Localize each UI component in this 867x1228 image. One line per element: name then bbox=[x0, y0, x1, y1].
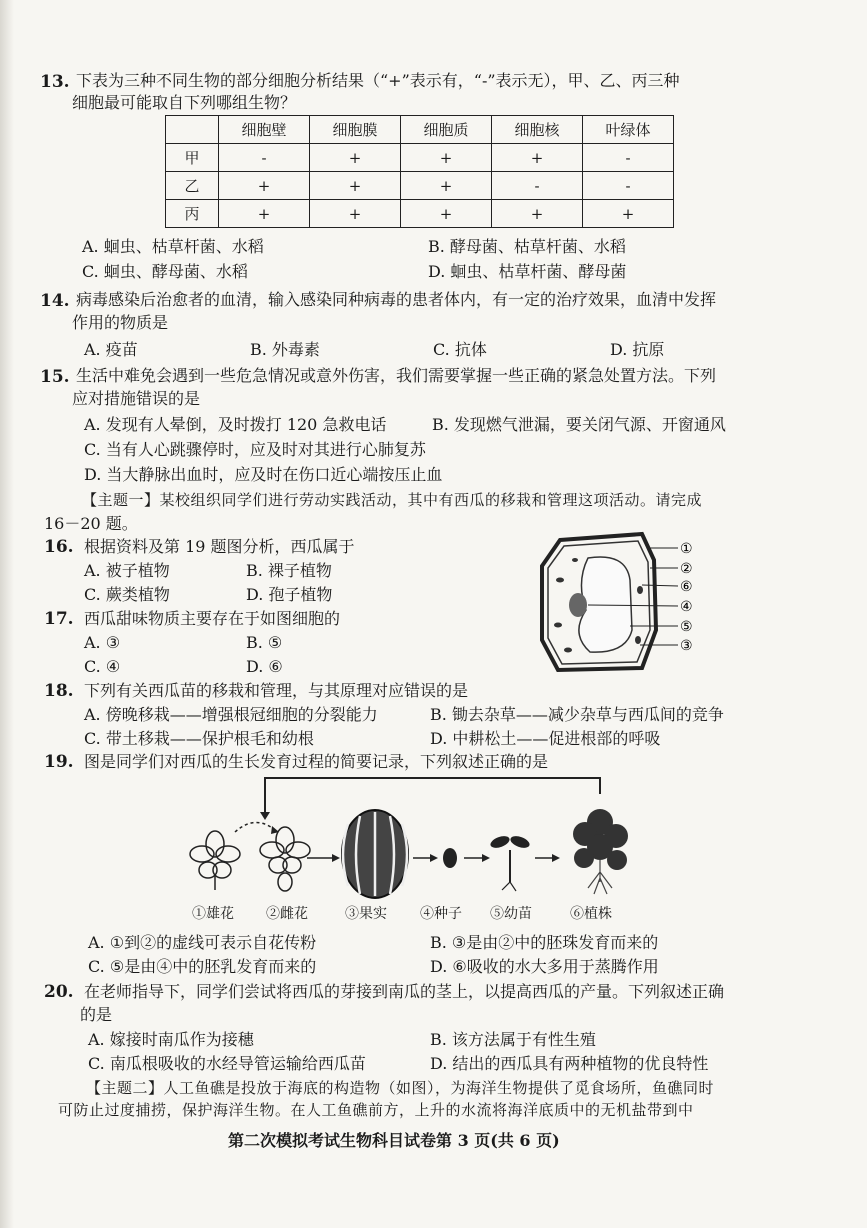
q13-option-a: A. 蛔虫、枯草杆菌、水稻 bbox=[82, 237, 264, 256]
table-cell: 乙 bbox=[166, 172, 219, 200]
cell-label-6: ⑥ bbox=[680, 579, 693, 595]
table-header-cell: 细胞质 bbox=[401, 116, 492, 144]
table-cell: + bbox=[401, 172, 492, 200]
q14-option-d: D. 抗原 bbox=[610, 340, 665, 359]
table-cell: - bbox=[492, 172, 583, 200]
q15-option-b: B. 发现燃气泄漏，要关闭气源、开窗通风 bbox=[432, 415, 726, 434]
q13-stem-line2: 细胞最可能取自下列哪组生物？ bbox=[72, 93, 297, 112]
arrow-head bbox=[552, 854, 560, 862]
chloroplast bbox=[572, 558, 578, 562]
q14-stem-line1: 病毒感染后治愈者的血清，输入感染同种病毒的患者体内，有一定的治疗效果，血清中发挥 bbox=[76, 290, 717, 309]
q19-option-b: B. ③是由②中的胚珠发育而来的 bbox=[430, 933, 659, 952]
q16-stem: 根据资料及第 19 题图分析，西瓜属于 bbox=[84, 537, 355, 556]
arrow-head bbox=[332, 854, 340, 862]
q13-option-b: B. 酵母菌、枯草杆菌、水稻 bbox=[428, 237, 626, 256]
q15-option-c: C. 当有人心跳骤停时，应及时对其进行心肺复苏 bbox=[84, 440, 426, 459]
table-row bbox=[166, 172, 674, 200]
table-cell: + bbox=[492, 200, 583, 228]
q18-option-b: B. 锄去杂草——减少杂草与西瓜间的竞争 bbox=[430, 705, 724, 724]
q14-option-a: A. 疫苗 bbox=[84, 340, 138, 359]
q20-option-c: C. 南瓜根吸收的水经导管运输给西瓜苗 bbox=[88, 1054, 366, 1073]
chloroplast bbox=[635, 636, 641, 644]
cell-label-4: ④ bbox=[680, 599, 693, 615]
chloroplast bbox=[554, 623, 562, 628]
nucleus bbox=[569, 593, 587, 617]
plant-cell-figure bbox=[530, 530, 720, 676]
seed-icon bbox=[443, 848, 457, 868]
q20-number: 20. bbox=[44, 982, 74, 1002]
table-cell: + bbox=[310, 144, 401, 172]
q16-number: 16. bbox=[44, 537, 74, 557]
table-cell: + bbox=[492, 144, 583, 172]
table-cell: + bbox=[401, 200, 492, 228]
q18-option-a: A. 傍晚移栽——增强根冠细胞的分裂能力 bbox=[84, 705, 378, 724]
table-cell: - bbox=[583, 144, 674, 172]
table-header-cell: 细胞膜 bbox=[310, 116, 401, 144]
q14-option-b: B. 外毒素 bbox=[250, 340, 320, 359]
table-header-cell: 细胞核 bbox=[492, 116, 583, 144]
q20-option-d: D. 结出的西瓜具有两种植物的优良特性 bbox=[430, 1054, 709, 1073]
table-cell: + bbox=[401, 144, 492, 172]
table-header-cell: 细胞壁 bbox=[219, 116, 310, 144]
female-flower-icon bbox=[260, 827, 310, 891]
arrow-head bbox=[482, 854, 490, 862]
cell-label-5: ⑤ bbox=[680, 619, 693, 635]
arrow-head bbox=[430, 854, 438, 862]
q17-option-a: A. ③ bbox=[84, 633, 121, 652]
table-row bbox=[166, 144, 674, 172]
topic2-line2: 可防止过度捕捞，保护海洋生物。在人工鱼礁前方，上升的水流将海洋底质中的无机盐带到中 bbox=[58, 1101, 694, 1119]
cell-label-2: ② bbox=[680, 561, 693, 577]
q13-option-c: C. 蛔虫、酵母菌、水稻 bbox=[82, 262, 248, 281]
scan-edge bbox=[0, 0, 14, 1228]
q20-option-a: A. 嫁接时南瓜作为接穗 bbox=[88, 1030, 254, 1049]
watermelon-fruit-icon bbox=[342, 810, 408, 898]
q19-number: 19. bbox=[44, 752, 74, 772]
q20-option-b: B. 该方法属于有性生殖 bbox=[430, 1030, 596, 1049]
chloroplast bbox=[564, 648, 572, 653]
q16-option-d: D. 孢子植物 bbox=[246, 585, 333, 604]
q15-stem-line1: 生活中难免会遇到一些危急情况或意外伤害，我们需要掌握一些正确的紧急处置方法。下列 bbox=[76, 366, 717, 385]
table-cell: - bbox=[583, 172, 674, 200]
q13-number: 13. bbox=[40, 72, 70, 92]
plant-icon bbox=[573, 809, 628, 894]
q17-stem: 西瓜甜味物质主要存在于如图细胞的 bbox=[84, 609, 341, 628]
q18-stem: 下列有关西瓜苗的移栽和管理，与其原理对应错误的是 bbox=[84, 681, 469, 700]
table-cell: + bbox=[583, 200, 674, 228]
q20-stem-line1: 在老师指导下，同学们尝试将西瓜的芽接到南瓜的茎上，以提高西瓜的产量。下列叙述正确 bbox=[84, 982, 725, 1001]
stage-label-male-flower: ①雄花 bbox=[192, 906, 234, 922]
table-cell: + bbox=[219, 200, 310, 228]
stage-label-seed: ④种子 bbox=[420, 906, 462, 922]
chloroplast bbox=[637, 586, 643, 594]
stage-label-fruit: ③果实 bbox=[345, 906, 387, 922]
q14-option-c: C. 抗体 bbox=[433, 340, 487, 359]
q15-stem-line2: 应对措施错误的是 bbox=[72, 389, 201, 408]
q16-option-b: B. 裸子植物 bbox=[246, 561, 332, 580]
q18-option-d: D. 中耕松土——促进根部的呼吸 bbox=[430, 729, 661, 748]
q17-number: 17. bbox=[44, 609, 74, 629]
q16-option-a: A. 被子植物 bbox=[84, 561, 170, 580]
q15-option-a: A. 发现有人晕倒，及时拨打 120 急救电话 bbox=[84, 415, 387, 434]
male-flower-icon bbox=[190, 831, 240, 890]
q19-option-d: D. ⑥吸收的水大多用于蒸腾作用 bbox=[430, 957, 659, 976]
chloroplast bbox=[556, 578, 564, 583]
topic2-line1: 【主题二】人工鱼礁是投放于海底的构造物（如图），为海洋生物提供了觅食场所，鱼礁同时 bbox=[86, 1079, 715, 1097]
table-cell: 丙 bbox=[166, 200, 219, 228]
q15-number: 15. bbox=[40, 367, 70, 387]
q14-number: 14. bbox=[40, 291, 70, 311]
table-cell: + bbox=[219, 172, 310, 200]
table-cell: - bbox=[219, 144, 310, 172]
table-header-cell bbox=[166, 116, 219, 144]
label-line bbox=[642, 585, 678, 586]
table-header-cell: 叶绿体 bbox=[583, 116, 674, 144]
page-footer: 第二次模拟考试生物科目试卷第 3 页(共 6 页) bbox=[228, 1131, 560, 1150]
q14-stem-line2: 作用的物质是 bbox=[72, 313, 169, 332]
cycle-arrow bbox=[265, 778, 600, 812]
stage-label-seedling: ⑤幼苗 bbox=[490, 906, 532, 922]
q17-option-b: B. ⑤ bbox=[246, 633, 283, 652]
cell-analysis-table bbox=[165, 115, 674, 228]
q19-option-a: A. ①到②的虚线可表示自花传粉 bbox=[88, 933, 317, 952]
table-cell: 甲 bbox=[166, 144, 219, 172]
cell-label-3: ③ bbox=[680, 638, 693, 654]
stage-label-plant: ⑥植株 bbox=[570, 906, 612, 922]
q19-option-c: C. ⑤是由④中的胚乳发育而来的 bbox=[88, 957, 317, 976]
q18-option-c: C. 带土移栽——保护根毛和幼根 bbox=[84, 729, 314, 748]
q20-stem-line2: 的是 bbox=[80, 1005, 113, 1024]
table-cell: + bbox=[310, 200, 401, 228]
q16-option-c: C. 蕨类植物 bbox=[84, 585, 170, 604]
topic1-line1: 【主题一】某校组织同学们进行劳动实践活动，其中有西瓜的移栽和管理这项活动。请完成 bbox=[82, 491, 703, 509]
seedling-icon bbox=[489, 834, 531, 891]
stage-label-female-flower: ②雌花 bbox=[266, 906, 308, 922]
topic1-line2: 16－20 题。 bbox=[44, 514, 138, 533]
arrow-head bbox=[260, 812, 270, 820]
q15-option-d: D. 当大静脉出血时，应及时在伤口近心端按压止血 bbox=[84, 465, 443, 484]
table-header-row bbox=[166, 116, 674, 144]
pollination-dashed-arrow bbox=[235, 822, 275, 832]
q19-stem: 图是同学们对西瓜的生长发育过程的简要记录，下列叙述正确的是 bbox=[84, 752, 549, 771]
q13-option-d: D. 蛔虫、枯草杆菌、酵母菌 bbox=[428, 262, 627, 281]
watermelon-lifecycle-figure bbox=[180, 772, 650, 900]
table-row bbox=[166, 200, 674, 228]
cell-label-1: ① bbox=[680, 541, 693, 557]
table-cell: + bbox=[310, 172, 401, 200]
q18-number: 18. bbox=[44, 681, 74, 701]
q13-stem-line1: 下表为三种不同生物的部分细胞分析结果（“+”表示有，“-”表示无），甲、乙、丙三种 bbox=[76, 71, 680, 90]
q17-option-d: D. ⑥ bbox=[246, 657, 283, 676]
q17-option-c: C. ④ bbox=[84, 657, 121, 676]
